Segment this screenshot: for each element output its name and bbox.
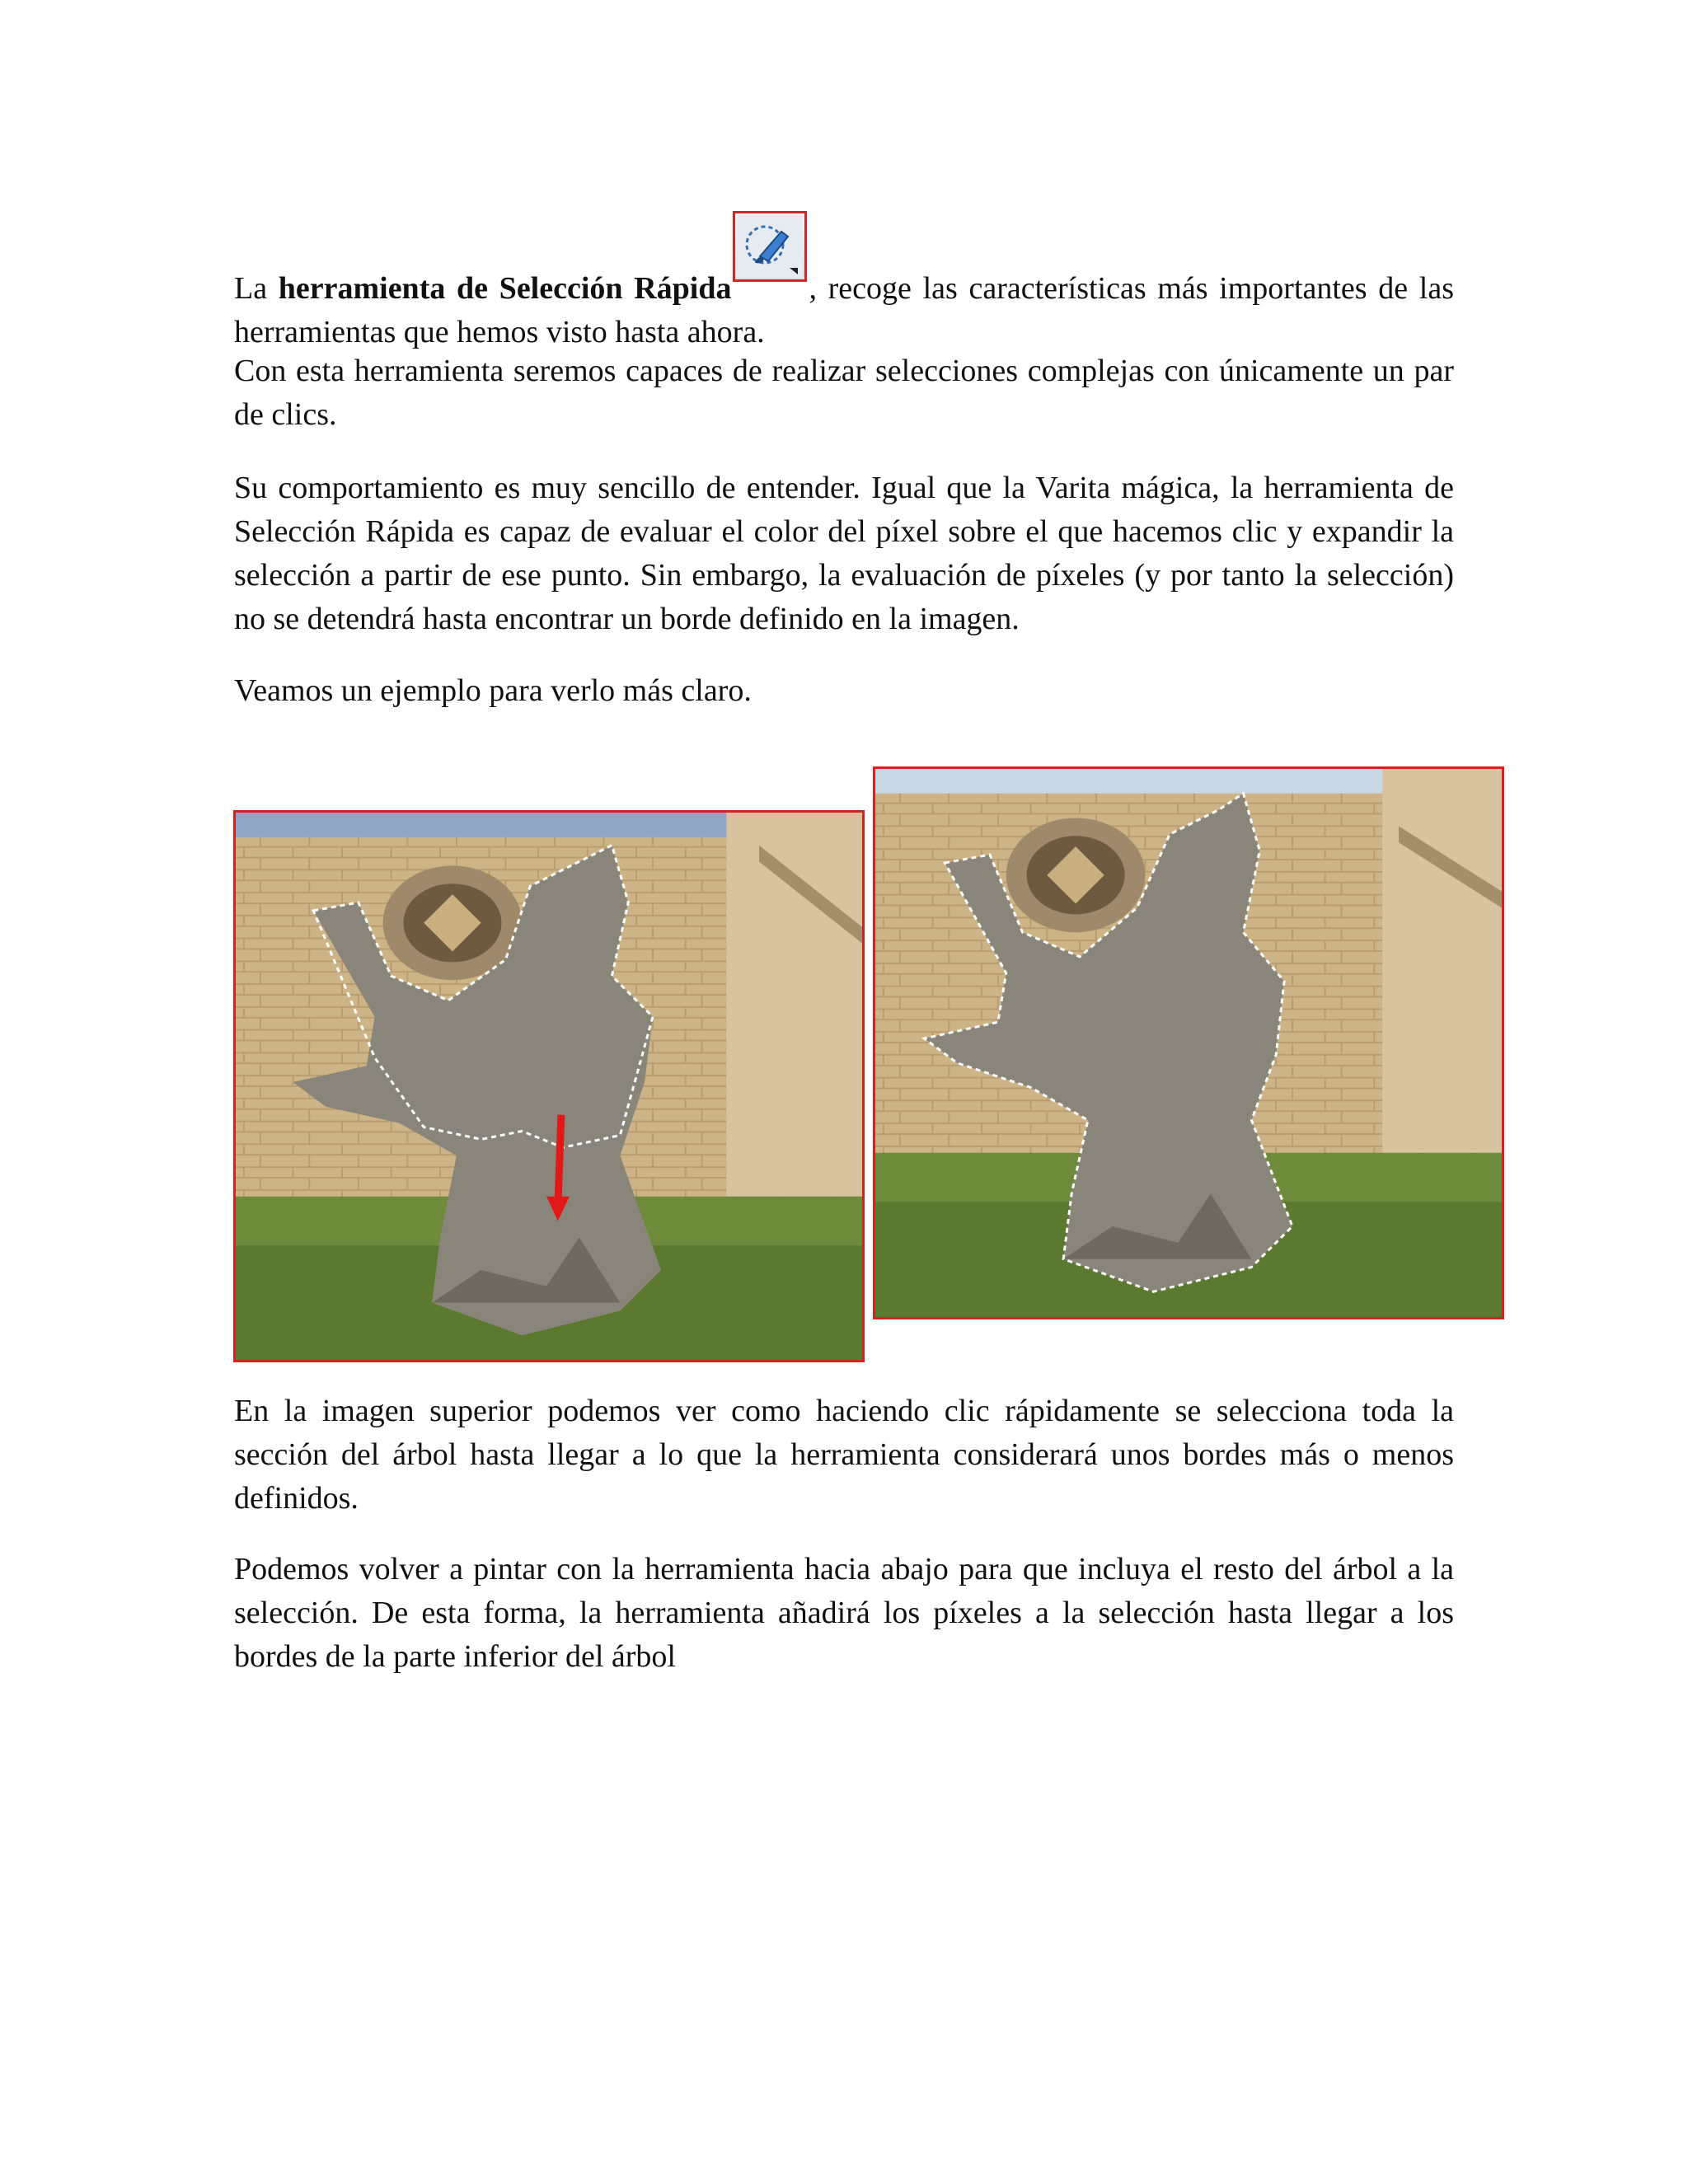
paragraph-5: En la imagen superior podemos ver como haciendo clic rápidamente se selecciona toda la sección del árbol hasta llegar a lo que la herramienta considerará unos bordes más o menos definidos. xyxy=(234,1394,1454,1516)
tool-name-bold: herramienta de Selección Rápida xyxy=(278,271,732,306)
paragraph-4: Veamos un ejemplo para verlo más claro. xyxy=(234,673,752,708)
example-image-after xyxy=(873,766,1504,1319)
quick-selection-tool-icon xyxy=(733,211,807,282)
paragraph-3: Su comportamiento es muy sencillo de entender. Igual que la Varita mágica, la herramienta de Selección Rápida es capaz de evaluar el color del píxel sobre el que hacemos clic y expandir la selección a partir de ese punto. Sin embargo, la evaluación de píxeles (y por tanto la selección) no se detendrá hasta encontrar un borde definido en la imagen. xyxy=(234,471,1454,636)
intro-suffix: , recoge las características más importantes de las herramientas que hemos visto hasta ahora. xyxy=(234,271,1455,349)
intro-prefix: La xyxy=(234,271,279,306)
example-image-before xyxy=(233,810,865,1362)
paragraph-6: Podemos volver a pintar con la herramienta hacia abajo para que incluya el resto del árbol a la selección. De esta forma, la herramienta añadirá los píxeles a la selección hasta llegar a los bordes de la parte inferior del árbol xyxy=(234,1552,1454,1674)
paragraph-2: Con esta herramienta seremos capaces de realizar selecciones complejas con únicamente un par de clics. xyxy=(234,354,1454,432)
paragraph-intro xyxy=(234,232,1454,354)
